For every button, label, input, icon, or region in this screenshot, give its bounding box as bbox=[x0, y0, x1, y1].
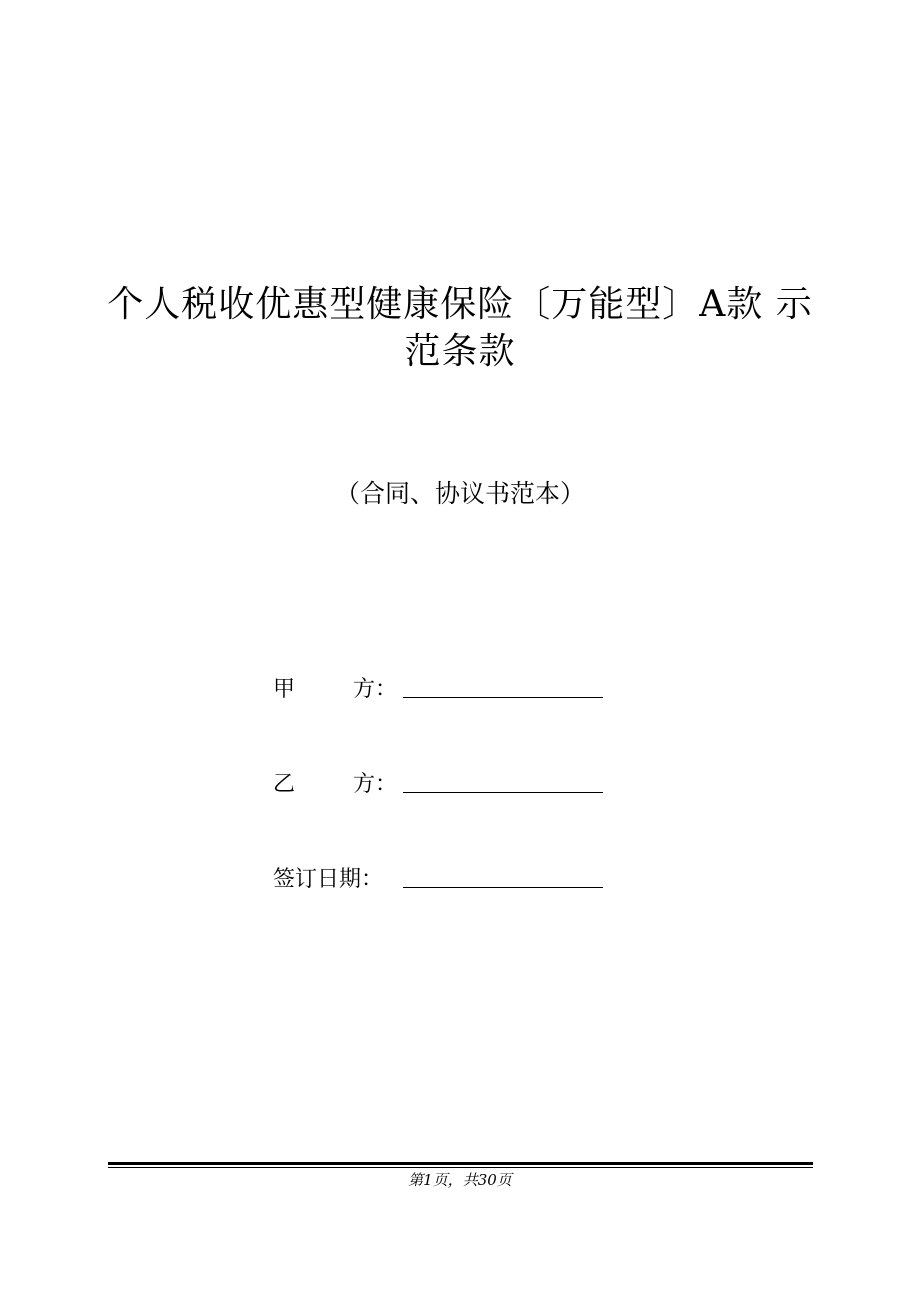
sign-date-field bbox=[273, 863, 403, 897]
party-b-blank-line[interactable] bbox=[403, 792, 603, 793]
party-b-label bbox=[273, 768, 403, 802]
party-a-label-second: 方： bbox=[353, 677, 398, 702]
party-b-field bbox=[273, 768, 403, 802]
party-b-label-second: 方： bbox=[353, 772, 398, 797]
document-title-line-2: 范条款 bbox=[404, 331, 516, 372]
party-a-label bbox=[273, 673, 403, 707]
sign-date-label: 签订日期： bbox=[273, 867, 384, 892]
party-a-label-first: 甲 bbox=[273, 677, 296, 702]
sign-date-blank-line[interactable] bbox=[403, 887, 603, 888]
document-title-line-1: 个人税收优惠型健康保险〔万能型〕A款 示 bbox=[107, 284, 813, 325]
footer-rule-thick bbox=[108, 1162, 813, 1165]
party-a-blank-line[interactable] bbox=[403, 697, 603, 698]
party-b-label-first: 乙 bbox=[273, 772, 296, 797]
page-number-footer: 第1页，共30页 bbox=[408, 1171, 512, 1189]
party-a-field bbox=[273, 673, 403, 707]
footer-rule-thin bbox=[108, 1167, 813, 1168]
document-subtitle: （合同、协议书范本） bbox=[334, 479, 585, 508]
